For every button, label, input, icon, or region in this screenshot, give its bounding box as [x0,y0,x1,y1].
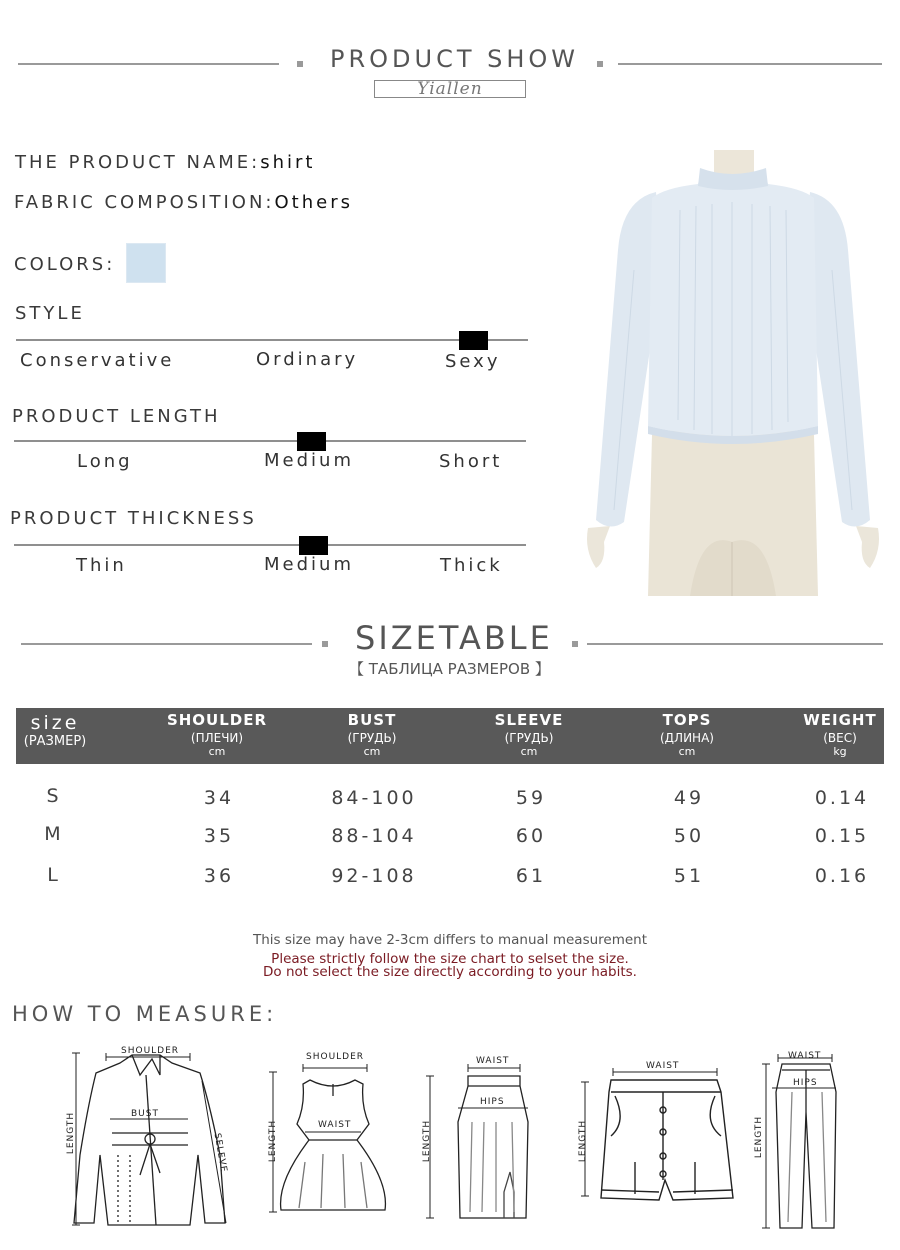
pants-waist-label: WAIST [788,1051,822,1061]
col-weight-unit: kg [833,745,847,758]
thickness-scale-line [14,544,526,546]
brand-name: Yiallen [374,80,526,98]
dress-waist-label: WAIST [318,1120,352,1130]
length-scale-line [14,440,526,442]
thickness-option-thin: Thin [76,555,127,576]
col-bust-title: BUST [347,711,397,729]
col-size [20,712,90,749]
note-habits: Do not select the size directly according to your habits. [263,964,637,980]
product-name-row [15,152,315,173]
thickness-option-thick: Thick [440,555,503,576]
dress-diagram [265,1062,395,1222]
dress-length-label: LENGTH [268,1119,279,1163]
col-tops-sub: (ДЛИНА) [660,731,714,745]
row-s-weight: 0.14 [814,787,870,809]
col-sleeve-title: SLEEVE [494,711,564,729]
sizetable-title: SIZETABLE [355,619,553,657]
sizetable-subtitle: 【 ТАБЛИЦА РАЗМЕРОВ 】 [349,660,550,678]
col-sleeve [469,711,589,758]
row-m-tops: 50 [673,825,705,847]
col-shoulder-unit: cm [208,745,226,758]
length-marker [297,432,326,451]
sizetable-dot-right [572,641,578,647]
col-bust-sub: (ГРУДЬ) [347,731,397,745]
skirt-diagram [420,1062,540,1222]
style-option-sexy: Sexy [445,351,501,372]
row-m-size: M [44,823,64,845]
style-option-ordinary: Ordinary [256,349,359,370]
row-s-tops: 49 [673,787,705,809]
col-shoulder-title: SHOULDER [166,711,268,729]
fabric-row [14,192,353,213]
col-tops-unit: cm [678,745,696,758]
row-s-shoulder: 34 [203,787,235,809]
col-shoulder [157,711,277,758]
row-m-shoulder: 35 [203,825,235,847]
thickness-title: PRODUCT THICKNESS [10,508,257,529]
size-table-header [16,708,884,764]
product-photo [582,150,884,596]
col-sleeve-sub: (ГРУДЬ) [504,731,554,745]
style-scale-line [16,339,528,341]
header-dot-left [297,61,303,67]
row-m-sleeve: 60 [515,825,547,847]
length-option-medium: Medium [264,450,354,471]
header-rule-left [18,63,279,65]
col-weight-title: WEIGHT [803,711,877,729]
jacket-shoulder-label: SHOULDER [121,1046,180,1056]
pants-length-label: LENGTH [754,1115,765,1159]
col-tops [627,711,747,758]
sizetable-rule-right [587,643,883,645]
jacket-sleeve-label: SELEVE [211,1132,229,1174]
col-tops-title: TOPS [662,711,712,729]
length-title: PRODUCT LENGTH [12,406,221,427]
shorts-diagram [575,1062,735,1212]
skirt-hips-label: HIPS [480,1097,505,1107]
pants-hips-label: HIPS [793,1078,818,1088]
row-l-shoulder: 36 [203,865,235,887]
col-size-sub: (РАЗМЕР) [23,734,87,749]
skirt-waist-label: WAIST [476,1056,510,1066]
col-sleeve-unit: cm [520,745,538,758]
fabric-value: Others [274,192,353,213]
colors-label: COLORS: [14,254,116,275]
col-bust-unit: cm [363,745,381,758]
thickness-marker [299,536,328,555]
thickness-option-medium: Medium [264,554,354,575]
style-option-conservative: Conservative [20,350,175,371]
how-to-measure-title: HOW TO MEASURE: [12,1002,278,1026]
row-s-sleeve: 59 [515,787,547,809]
note-follow-chart: Please strictly follow the size chart to selset the size. [271,951,629,967]
style-title: STYLE [15,303,85,324]
style-marker [459,331,488,350]
dress-shoulder-label: SHOULDER [306,1052,365,1062]
length-option-long: Long [77,451,133,472]
shorts-length-label: LENGTH [578,1119,589,1163]
fabric-label: FABRIC COMPOSITION: [14,192,275,213]
note-measurement: This size may have 2-3cm differs to manual measurement [252,932,648,948]
row-m-bust: 88-104 [331,825,417,847]
skirt-length-label: LENGTH [422,1119,433,1163]
page-title: PRODUCT SHOW [330,45,580,73]
product-name-value: shirt [260,152,316,173]
row-l-size: L [47,864,61,886]
row-l-tops: 51 [673,865,705,887]
jacket-length-label: LENGTH [66,1111,77,1155]
row-s-size: S [46,785,62,807]
color-swatch-light-blue[interactable] [126,243,166,283]
col-size-title: size [30,712,80,734]
product-name-label: THE PRODUCT NAME: [15,152,261,173]
col-weight-sub: (ВЕС) [823,731,857,745]
row-m-weight: 0.15 [814,825,870,847]
sizetable-dot-left [322,641,328,647]
sizetable-rule-left [21,643,312,645]
header-dot-right [597,61,603,67]
shorts-waist-label: WAIST [646,1061,680,1071]
row-l-sleeve: 61 [515,865,547,887]
header-rule-right [618,63,882,65]
length-option-short: Short [439,451,503,472]
row-s-bust: 84-100 [331,787,417,809]
jacket-bust-label: BUST [131,1109,159,1119]
col-shoulder-sub: (ПЛЕЧИ) [190,731,244,745]
row-l-weight: 0.16 [814,865,870,887]
col-weight [780,711,900,758]
col-bust [312,711,432,758]
row-l-bust: 92-108 [331,865,417,887]
